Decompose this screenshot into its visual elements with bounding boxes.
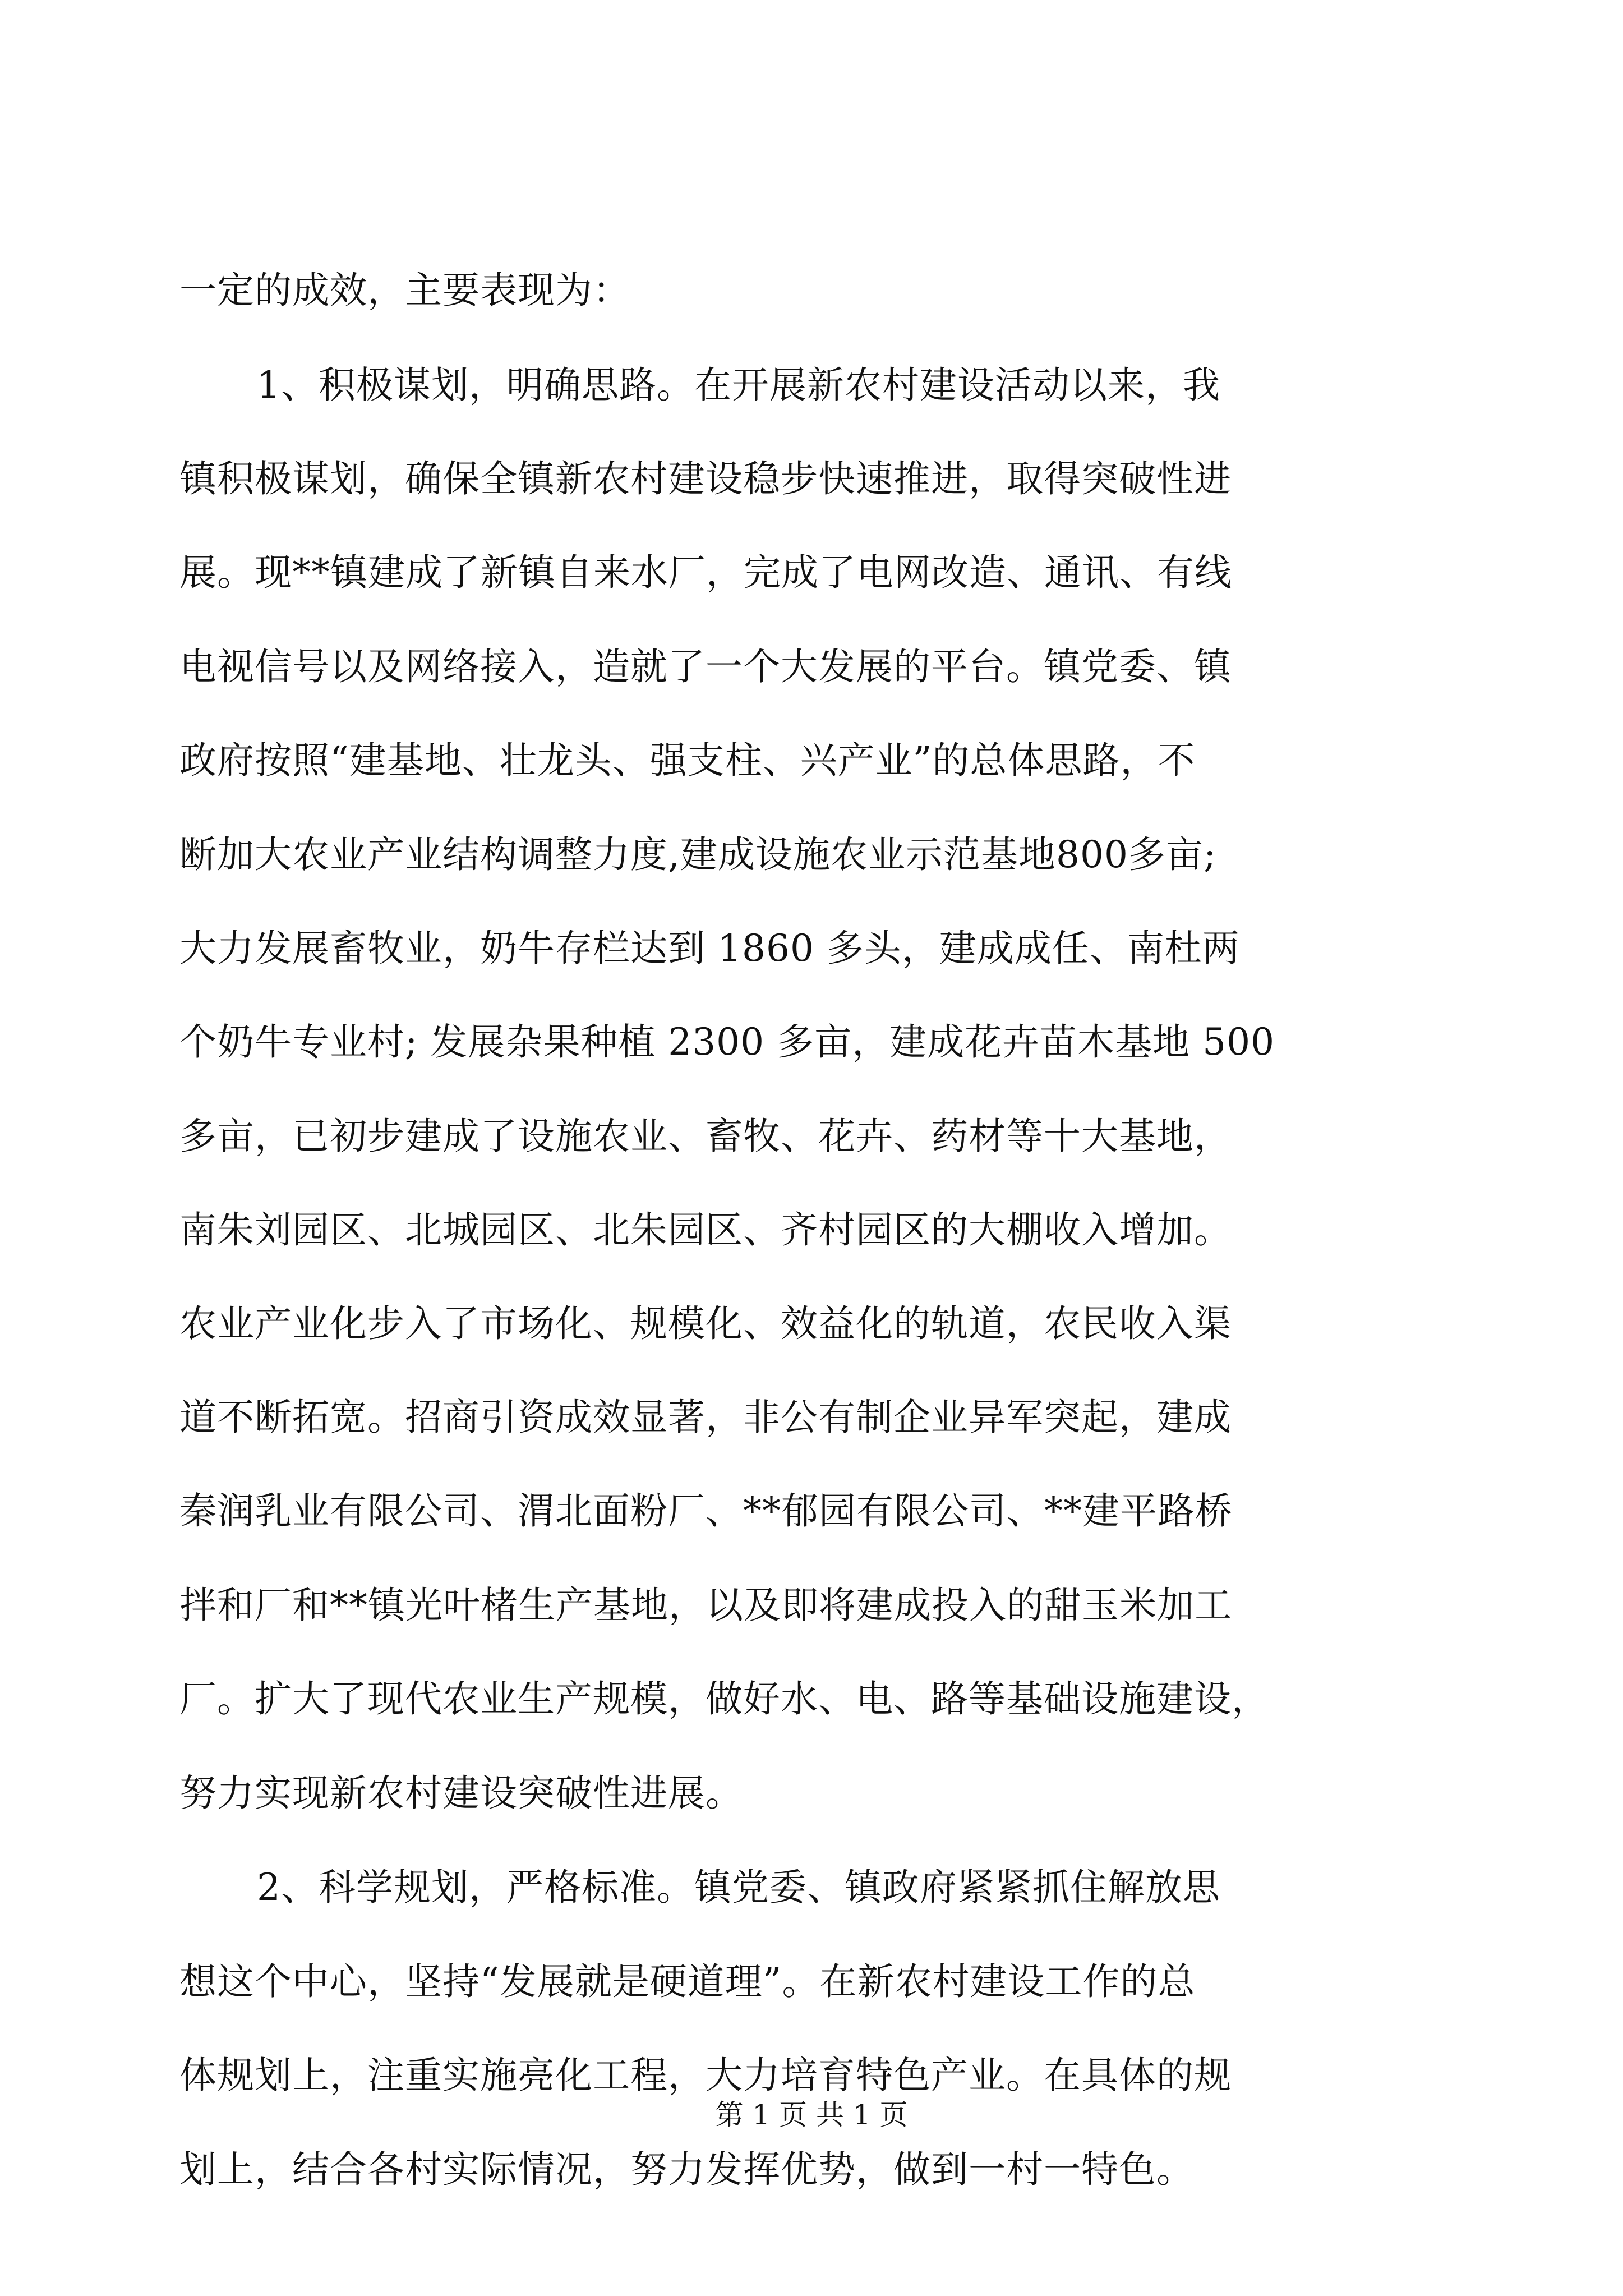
text-line: 大力发展畜牧业，奶牛存栏达到 1860 多头，建成成任、南杜两 [179, 927, 1240, 970]
text-line: 秦润乳业有限公司、渭北面粉厂、**郁园有限公司、**建平路桥 [179, 1489, 1233, 1533]
page-footer: 第 1 页 共 1 页 [715, 2099, 908, 2131]
text-line: 电视信号以及网络接入，造就了一个大发展的平台。镇党委、镇 [179, 645, 1232, 688]
text-line: 多亩，已初步建成了设施农业、畜牧、花卉、药材等十大基地， [179, 1115, 1232, 1158]
text-line: 政府按照“建基地、壮龙头、强支柱、兴产业”的总体思路，不 [179, 739, 1196, 782]
text-line: 断加大农业产业结构调整力度,建成设施农业示范基地800多亩; [179, 833, 1217, 876]
text-line: 个奶牛专业村; 发展杂果种植 2300 多亩，建成花卉苗木基地 500 [179, 1020, 1275, 1064]
text-line: 努力实现新农村建设突破性进展。 [179, 1772, 743, 1815]
text-line: 南朱刘园区、北城园区、北朱园区、齐村园区的大棚收入增加。 [179, 1208, 1232, 1251]
text-line: 展。现**镇建成了新镇自来水厂，完成了电网改造、通讯、有线 [179, 551, 1232, 594]
text-line: 一定的成效，主要表现为： [179, 269, 630, 312]
text-line: 厂。扩大了现代农业生产规模，做好水、电、路等基础设施建设， [179, 1677, 1269, 1720]
text-line: 农业产业化步入了市场化、规模化、效益化的轨道，农民收入渠 [179, 1302, 1232, 1345]
text-line: 体规划上，注重实施亮化工程，大力培育特色产业。在具体的规 [179, 2054, 1232, 2097]
paragraph-2-first-line: 2、科学规划，严格标准。镇党委、镇政府紧紧抓住解放思 [257, 1866, 1220, 1909]
paragraph-1-first-line: 1、积极谋划，明确思路。在开展新农村建设活动以来，我 [257, 364, 1220, 407]
text-line: 拌和厂和**镇光叶楮生产基地，以及即将建成投入的甜玉米加工 [179, 1584, 1232, 1627]
text-line: 道不断拓宽。招商引资成效显著，非公有制企业异军突起，建成 [179, 1396, 1232, 1439]
text-line: 想这个中心，坚持“发展就是硬道理”。在新农村建设工作的总 [179, 1960, 1196, 2003]
text-line: 划上，结合各村实际情况，努力发挥优势，做到一村一特色。 [179, 2148, 1194, 2191]
text-line: 镇积极谋划，确保全镇新农村建设稳步快速推进，取得突破性进 [179, 457, 1232, 500]
